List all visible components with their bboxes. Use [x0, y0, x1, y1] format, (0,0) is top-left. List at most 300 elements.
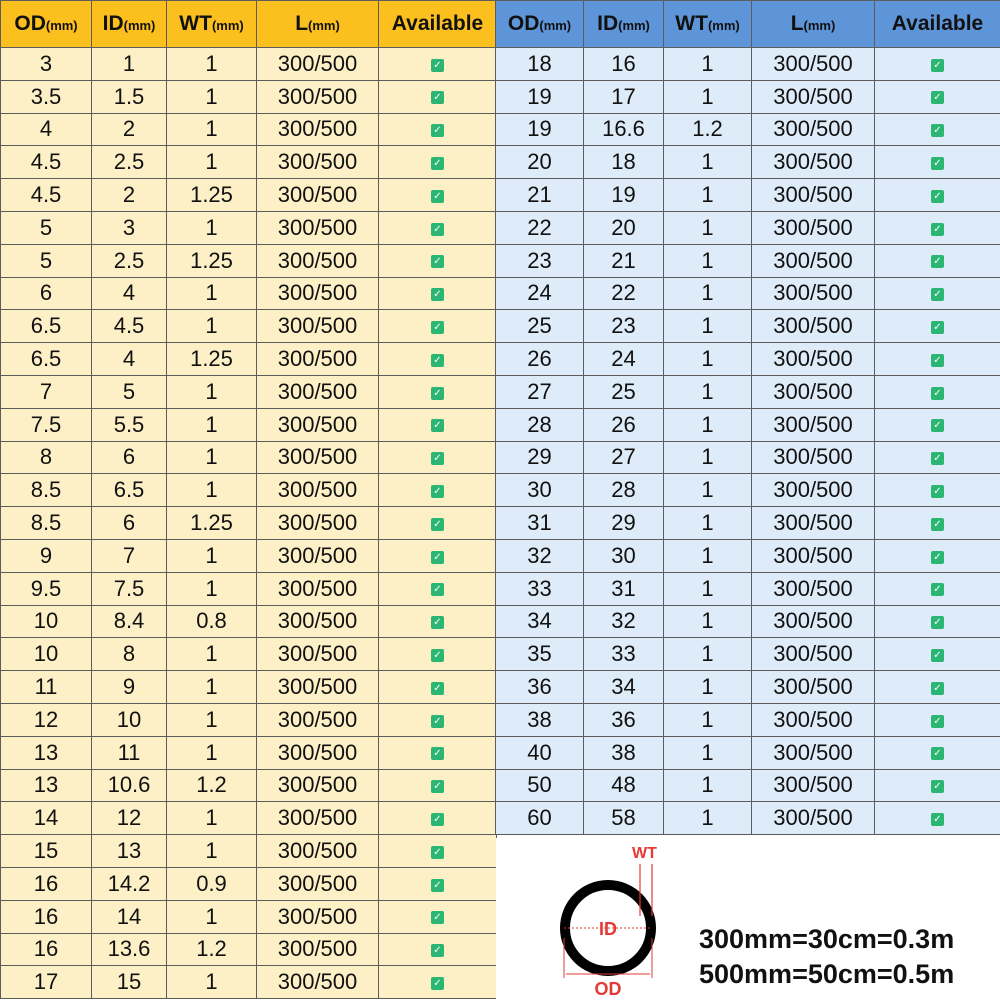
- od-cell: 6.5: [1, 343, 92, 376]
- od-cell: 33: [496, 572, 584, 605]
- available-cell: [379, 572, 497, 605]
- available-cell: [379, 474, 497, 507]
- id-cell: 7.5: [92, 572, 167, 605]
- id-cell: 58: [584, 802, 664, 835]
- available-cell: [379, 375, 497, 408]
- available-cell: [875, 211, 1000, 244]
- length-cell: 300/500: [257, 605, 379, 638]
- available-cell: [875, 769, 1000, 802]
- od-cell: 12: [1, 703, 92, 736]
- wt-cell: 1: [167, 671, 257, 704]
- available-cell: [379, 966, 497, 999]
- id-cell: 30: [584, 539, 664, 572]
- table-row: [496, 343, 1000, 376]
- od-cell: 4: [1, 113, 92, 146]
- wt-cell: 1: [664, 211, 752, 244]
- available-cell: [875, 343, 1000, 376]
- length-cell: 300/500: [752, 441, 875, 474]
- id-cell: 17: [584, 80, 664, 113]
- length-cell: 300/500: [257, 802, 379, 835]
- od-cell: 19: [496, 80, 584, 113]
- wt-cell: 1: [664, 539, 752, 572]
- table-row: [496, 48, 1000, 81]
- available-cell: [379, 179, 497, 212]
- table-row: [1, 48, 497, 81]
- table-row: [496, 572, 1000, 605]
- available-cell: [875, 507, 1000, 540]
- id-cell: 4: [92, 277, 167, 310]
- length-cell: 300/500: [257, 113, 379, 146]
- available-cell: [379, 244, 497, 277]
- available-check-icon: ✓: [931, 223, 944, 236]
- available-cell: [379, 48, 497, 81]
- od-cell: 50: [496, 769, 584, 802]
- wt-cell: 1: [167, 703, 257, 736]
- available-cell: [379, 113, 497, 146]
- table-row: [496, 375, 1000, 408]
- table-row: [496, 244, 1000, 277]
- length-cell: 300/500: [257, 835, 379, 868]
- od-cell: 4.5: [1, 179, 92, 212]
- od-cell: 9: [1, 539, 92, 572]
- od-cell: 13: [1, 769, 92, 802]
- available-cell: [875, 80, 1000, 113]
- table-header-row: [496, 1, 1000, 48]
- od-cell: 29: [496, 441, 584, 474]
- available-cell: [875, 671, 1000, 704]
- wt-cell: 1: [167, 277, 257, 310]
- available-cell: [379, 507, 497, 540]
- length-cell: 300/500: [257, 638, 379, 671]
- od-cell: 11: [1, 671, 92, 704]
- id-cell: 21: [584, 244, 664, 277]
- od-cell: 30: [496, 474, 584, 507]
- id-header: ID(mm): [584, 1, 664, 48]
- od-cell: 24: [496, 277, 584, 310]
- table-row: [496, 408, 1000, 441]
- od-cell: 17: [1, 966, 92, 999]
- table-row: [496, 474, 1000, 507]
- wt-cell: 1.25: [167, 343, 257, 376]
- wt-cell: 1: [664, 736, 752, 769]
- length-cell: 300/500: [752, 605, 875, 638]
- id-cell: 4: [92, 343, 167, 376]
- available-cell: [875, 310, 1000, 343]
- id-cell: 1: [92, 48, 167, 81]
- wt-cell: 1.25: [167, 507, 257, 540]
- available-check-icon: ✓: [931, 518, 944, 531]
- length-conversion-500: 500mm=50cm=0.5m: [699, 959, 955, 989]
- available-cell: [875, 605, 1000, 638]
- wt-cell: 1.2: [167, 769, 257, 802]
- wt-cell: 0.8: [167, 605, 257, 638]
- length-cell: 300/500: [257, 146, 379, 179]
- wt-cell: 1: [664, 769, 752, 802]
- wt-cell: 1: [664, 441, 752, 474]
- table-header-row: [1, 1, 497, 48]
- length-cell: 300/500: [257, 375, 379, 408]
- available-check-icon: ✓: [431, 780, 444, 793]
- id-cell: 9: [92, 671, 167, 704]
- available-cell: [379, 80, 497, 113]
- id-cell: 36: [584, 703, 664, 736]
- length-cell: 300/500: [752, 638, 875, 671]
- wt-cell: 1: [664, 507, 752, 540]
- available-check-icon: ✓: [931, 649, 944, 662]
- available-check-icon: ✓: [431, 124, 444, 137]
- available-check-icon: ✓: [931, 190, 944, 203]
- table-row: [1, 703, 497, 736]
- od-cell: 13: [1, 736, 92, 769]
- table-row: [1, 539, 497, 572]
- available-check-icon: ✓: [431, 747, 444, 760]
- available-cell: [379, 146, 497, 179]
- available-check-icon: ✓: [431, 59, 444, 72]
- od-cell: 7.5: [1, 408, 92, 441]
- od-cell: 23: [496, 244, 584, 277]
- wt-cell: 1: [167, 966, 257, 999]
- wt-cell: 1.25: [167, 179, 257, 212]
- length-cell: 300/500: [752, 572, 875, 605]
- wt-cell: 1: [664, 343, 752, 376]
- table-row: [1, 146, 497, 179]
- id-cell: 28: [584, 474, 664, 507]
- length-cell: 300/500: [257, 539, 379, 572]
- available-check-icon: ✓: [431, 616, 444, 629]
- od-cell: 20: [496, 146, 584, 179]
- id-cell: 6.5: [92, 474, 167, 507]
- available-cell: [875, 146, 1000, 179]
- length-cell: 300/500: [752, 48, 875, 81]
- id-cell: 23: [584, 310, 664, 343]
- available-check-icon: ✓: [431, 157, 444, 170]
- length-cell: 300/500: [752, 113, 875, 146]
- wt-cell: 1: [664, 671, 752, 704]
- id-cell: 48: [584, 769, 664, 802]
- wt-cell: 1.25: [167, 244, 257, 277]
- od-cell: 5: [1, 211, 92, 244]
- available-check-icon: ✓: [931, 59, 944, 72]
- available-check-icon: ✓: [431, 223, 444, 236]
- available-cell: [875, 408, 1000, 441]
- wt-cell: 1: [664, 605, 752, 638]
- wt-cell: 1: [167, 408, 257, 441]
- od-cell: 10: [1, 605, 92, 638]
- id-cell: 7: [92, 539, 167, 572]
- available-check-icon: ✓: [931, 157, 944, 170]
- available-check-icon: ✓: [931, 715, 944, 728]
- table-row: [1, 966, 497, 999]
- length-cell: 300/500: [257, 48, 379, 81]
- table-row: [1, 605, 497, 638]
- wt-header: WT(mm): [167, 1, 257, 48]
- available-cell: [875, 736, 1000, 769]
- table-row: [496, 736, 1000, 769]
- available-check-icon: ✓: [931, 387, 944, 400]
- available-cell: [875, 703, 1000, 736]
- table-row: [1, 835, 497, 868]
- wt-cell: 1: [167, 441, 257, 474]
- length-cell: 300/500: [752, 671, 875, 704]
- table-row: [496, 802, 1000, 835]
- available-check-icon: ✓: [431, 354, 444, 367]
- length-cell: 300/500: [752, 769, 875, 802]
- length-cell: 300/500: [257, 671, 379, 704]
- available-check-icon: ✓: [431, 944, 444, 957]
- id-cell: 2: [92, 113, 167, 146]
- available-check-icon: ✓: [431, 321, 444, 334]
- available-check-icon: ✓: [931, 255, 944, 268]
- available-cell: [875, 802, 1000, 835]
- od-cell: 14: [1, 802, 92, 835]
- available-check-icon: ✓: [931, 616, 944, 629]
- wt-cell: 1: [167, 474, 257, 507]
- length-cell: 300/500: [752, 343, 875, 376]
- id-cell: 19: [584, 179, 664, 212]
- tube-cross-section-diagram: [536, 838, 676, 1000]
- table-row: [496, 441, 1000, 474]
- id-cell: 2.5: [92, 146, 167, 179]
- wt-cell: 1: [167, 211, 257, 244]
- wt-cell: 1: [664, 638, 752, 671]
- available-cell: [875, 48, 1000, 81]
- table-row: [1, 179, 497, 212]
- id-cell: 27: [584, 441, 664, 474]
- id-cell: 32: [584, 605, 664, 638]
- id-cell: 29: [584, 507, 664, 540]
- length-cell: 300/500: [257, 211, 379, 244]
- available-cell: [379, 703, 497, 736]
- length-cell: 300/500: [257, 966, 379, 999]
- available-check-icon: ✓: [431, 583, 444, 596]
- length-cell: 300/500: [752, 539, 875, 572]
- length-cell: 300/500: [752, 179, 875, 212]
- wt-cell: 1: [167, 539, 257, 572]
- table-row: [1, 113, 497, 146]
- od-cell: 21: [496, 179, 584, 212]
- od-cell: 35: [496, 638, 584, 671]
- length-cell: 300/500: [752, 146, 875, 179]
- length-cell: 300/500: [752, 802, 875, 835]
- table-row: [1, 638, 497, 671]
- od-cell: 60: [496, 802, 584, 835]
- available-cell: [379, 736, 497, 769]
- od-header: OD(mm): [496, 1, 584, 48]
- id-cell: 20: [584, 211, 664, 244]
- available-cell: [379, 638, 497, 671]
- available-cell: [379, 769, 497, 802]
- length-cell: 300/500: [752, 310, 875, 343]
- table-row: [1, 802, 497, 835]
- length-cell: 300/500: [752, 507, 875, 540]
- table-row: [496, 605, 1000, 638]
- od-cell: 8.5: [1, 507, 92, 540]
- wt-cell: 1: [664, 802, 752, 835]
- available-check-icon: ✓: [931, 91, 944, 104]
- id-cell: 3: [92, 211, 167, 244]
- available-cell: [875, 179, 1000, 212]
- available-cell: [379, 867, 497, 900]
- od-cell: 34: [496, 605, 584, 638]
- wt-cell: 1: [664, 48, 752, 81]
- length-cell: 300/500: [257, 507, 379, 540]
- wt-cell: 1: [167, 375, 257, 408]
- available-check-icon: ✓: [931, 452, 944, 465]
- available-cell: [379, 605, 497, 638]
- available-check-icon: ✓: [431, 846, 444, 859]
- table-row: [1, 408, 497, 441]
- od-header: OD(mm): [1, 1, 92, 48]
- od-cell: 40: [496, 736, 584, 769]
- available-check-icon: ✓: [931, 124, 944, 137]
- available-check-icon: ✓: [431, 977, 444, 990]
- available-check-icon: ✓: [931, 747, 944, 760]
- id-cell: 8.4: [92, 605, 167, 638]
- id-cell: 16.6: [584, 113, 664, 146]
- table-row: [496, 703, 1000, 736]
- id-cell: 10.6: [92, 769, 167, 802]
- id-cell: 11: [92, 736, 167, 769]
- od-cell: 16: [1, 900, 92, 933]
- available-cell: [379, 277, 497, 310]
- available-check-icon: ✓: [431, 255, 444, 268]
- id-cell: 6: [92, 441, 167, 474]
- table-row: [1, 671, 497, 704]
- table-row: [1, 572, 497, 605]
- available-check-icon: ✓: [431, 879, 444, 892]
- id-cell: 18: [584, 146, 664, 179]
- available-check-icon: ✓: [431, 715, 444, 728]
- available-header: Available: [379, 1, 497, 48]
- available-header: Available: [875, 1, 1000, 48]
- table-row: [1, 507, 497, 540]
- available-cell: [379, 441, 497, 474]
- available-check-icon: ✓: [431, 911, 444, 924]
- length-cell: 300/500: [257, 244, 379, 277]
- table-row: [1, 474, 497, 507]
- length-cell: 300/500: [257, 933, 379, 966]
- wt-cell: 1: [167, 572, 257, 605]
- length-cell: 300/500: [257, 408, 379, 441]
- length-cell: 300/500: [752, 408, 875, 441]
- available-check-icon: ✓: [431, 387, 444, 400]
- table-row: [1, 441, 497, 474]
- id-cell: 8: [92, 638, 167, 671]
- available-check-icon: ✓: [931, 419, 944, 432]
- available-check-icon: ✓: [431, 485, 444, 498]
- size-table-right: [495, 0, 1000, 835]
- length-cell: 300/500: [257, 769, 379, 802]
- wt-cell: 1: [664, 146, 752, 179]
- available-check-icon: ✓: [931, 288, 944, 301]
- id-cell: 13.6: [92, 933, 167, 966]
- od-cell: 8.5: [1, 474, 92, 507]
- id-cell: 12: [92, 802, 167, 835]
- wt-cell: 1: [664, 277, 752, 310]
- id-cell: 13: [92, 835, 167, 868]
- table-row: [496, 211, 1000, 244]
- length-cell: 300/500: [257, 80, 379, 113]
- id-cell: 38: [584, 736, 664, 769]
- wt-cell: 1: [167, 48, 257, 81]
- available-check-icon: ✓: [931, 682, 944, 695]
- id-cell: 31: [584, 572, 664, 605]
- od-cell: 28: [496, 408, 584, 441]
- od-cell: 6.5: [1, 310, 92, 343]
- id-cell: 22: [584, 277, 664, 310]
- table-row: [1, 375, 497, 408]
- available-cell: [379, 671, 497, 704]
- available-check-icon: ✓: [431, 91, 444, 104]
- od-cell: 3: [1, 48, 92, 81]
- table-row: [1, 244, 497, 277]
- tube-diagram-panel: [496, 838, 1000, 1000]
- available-check-icon: ✓: [431, 813, 444, 826]
- wt-cell: 1: [664, 244, 752, 277]
- od-cell: 4.5: [1, 146, 92, 179]
- available-cell: [875, 474, 1000, 507]
- id-cell: 33: [584, 638, 664, 671]
- table-row: [1, 277, 497, 310]
- available-check-icon: ✓: [431, 518, 444, 531]
- available-cell: [875, 244, 1000, 277]
- available-cell: [379, 835, 497, 868]
- length-cell: 300/500: [752, 80, 875, 113]
- available-cell: [875, 113, 1000, 146]
- available-check-icon: ✓: [431, 190, 444, 203]
- id-cell: 15: [92, 966, 167, 999]
- length-cell: 300/500: [257, 277, 379, 310]
- od-cell: 18: [496, 48, 584, 81]
- length-cell: 300/500: [257, 703, 379, 736]
- available-cell: [379, 539, 497, 572]
- wt-cell: 1: [167, 835, 257, 868]
- length-cell: 300/500: [257, 179, 379, 212]
- id-cell: 16: [584, 48, 664, 81]
- wt-cell: 1: [167, 80, 257, 113]
- id-cell: 5: [92, 375, 167, 408]
- od-cell: 27: [496, 375, 584, 408]
- od-cell: 5: [1, 244, 92, 277]
- length-cell: 300/500: [257, 736, 379, 769]
- length-cell: 300/500: [752, 375, 875, 408]
- length-cell: 300/500: [752, 703, 875, 736]
- table-row: [496, 277, 1000, 310]
- available-check-icon: ✓: [931, 485, 944, 498]
- length-cell: 300/500: [257, 343, 379, 376]
- available-check-icon: ✓: [931, 354, 944, 367]
- length-cell: 300/500: [257, 900, 379, 933]
- od-cell: 8: [1, 441, 92, 474]
- od-cell: 3.5: [1, 80, 92, 113]
- od-label: OD: [594, 979, 622, 999]
- od-cell: 16: [1, 933, 92, 966]
- length-header: L(mm): [752, 1, 875, 48]
- length-cell: 300/500: [752, 211, 875, 244]
- available-check-icon: ✓: [431, 551, 444, 564]
- size-table-left: [0, 0, 497, 999]
- od-cell: 38: [496, 703, 584, 736]
- id-cell: 1.5: [92, 80, 167, 113]
- available-cell: [379, 900, 497, 933]
- table-row: [1, 310, 497, 343]
- id-cell: 5.5: [92, 408, 167, 441]
- table-row: [496, 146, 1000, 179]
- available-cell: [379, 310, 497, 343]
- available-cell: [875, 572, 1000, 605]
- available-cell: [875, 539, 1000, 572]
- length-cell: 300/500: [257, 867, 379, 900]
